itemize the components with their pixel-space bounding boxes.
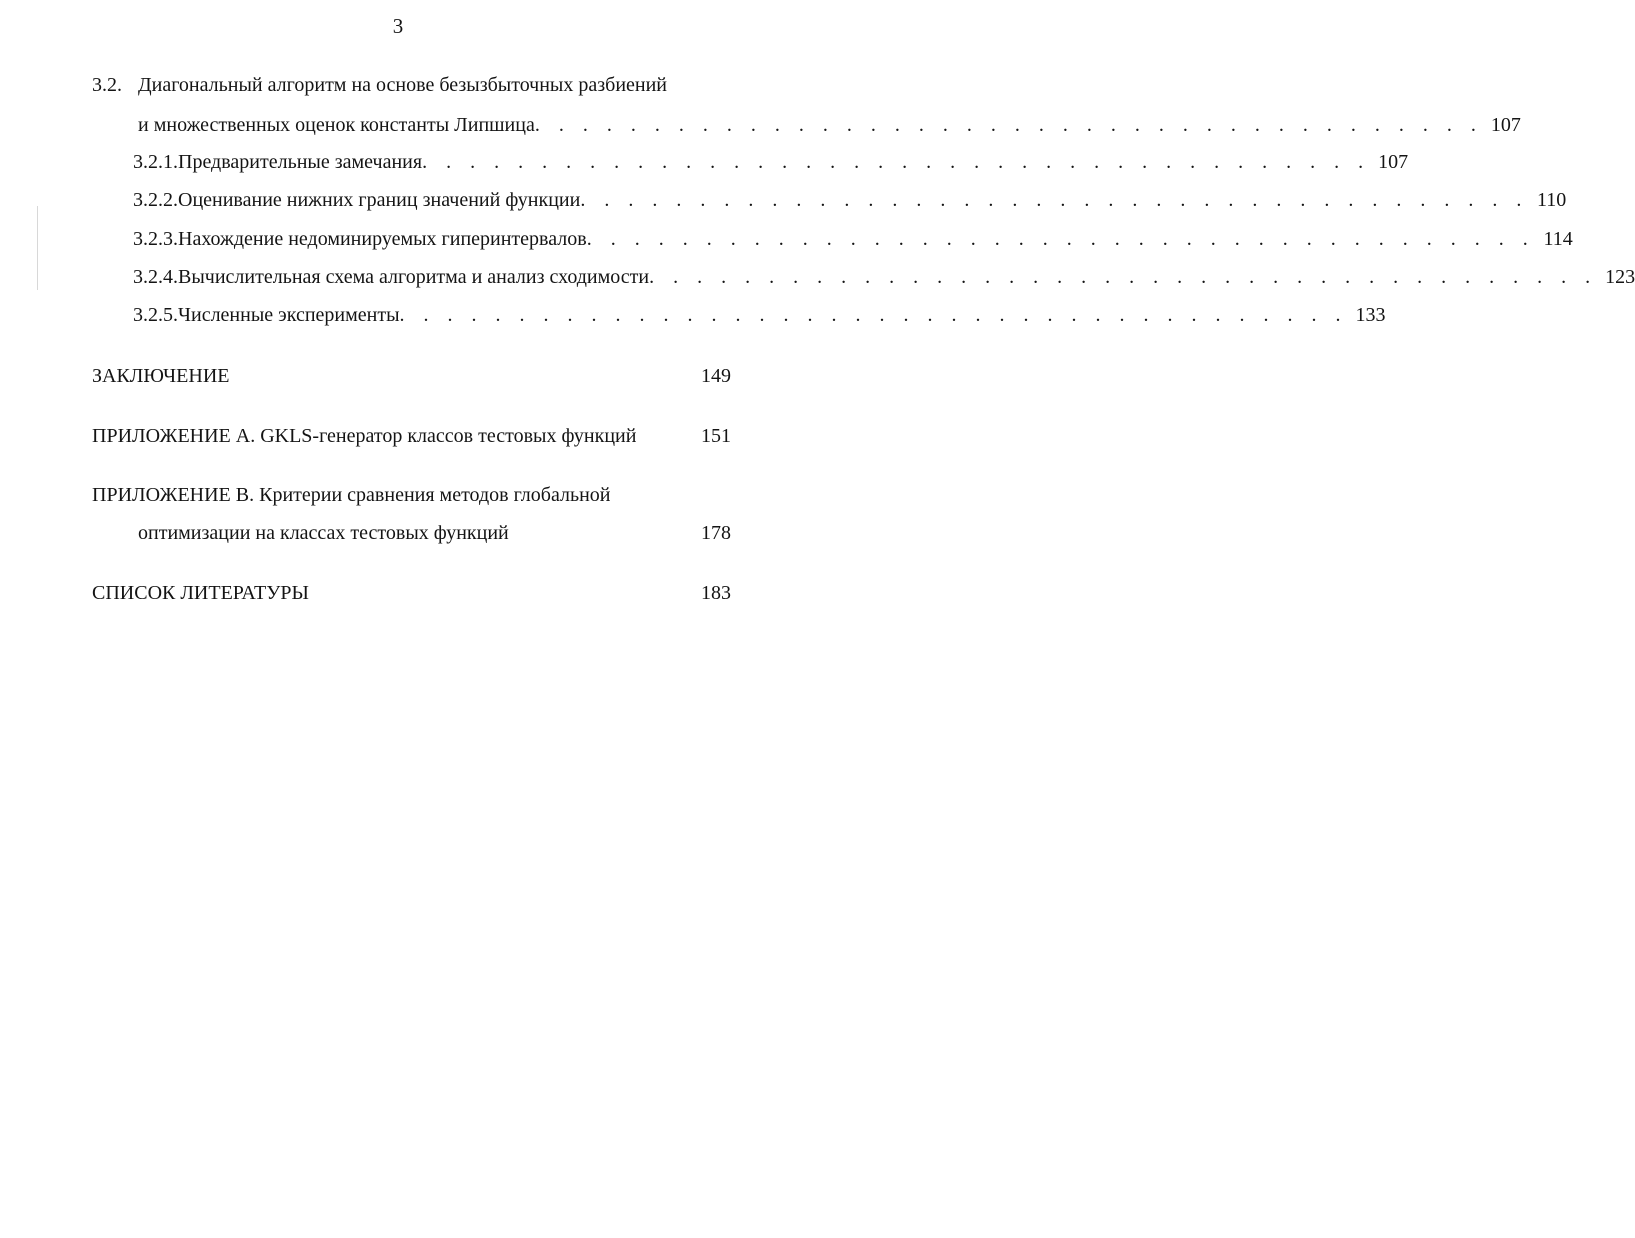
- toc-entry-appendix-b[interactable]: [92, 483, 731, 507]
- leader-dots: . . . . . . . . . . . . . . . . . . . . . . . . . . . . . . . . . . . . . . . .: [586, 228, 1535, 250]
- toc-entry-page: 107: [1490, 114, 1521, 136]
- leader-dots: . . . . . . . . . . . . . . . . . . . . . . . . . . . . . . . . . . . . . . . .: [649, 266, 1598, 288]
- toc-entry-page: 107: [1378, 151, 1409, 173]
- toc-entry-number: 3.2.4.: [133, 266, 178, 288]
- toc-entry-page: 110: [1537, 189, 1567, 211]
- toc-entry-conclusion[interactable]: [92, 364, 731, 388]
- toc-entry-page: 149: [701, 365, 731, 387]
- toc-entry-title: Численные эксперименты: [178, 304, 400, 326]
- toc-entry-3-2-2[interactable]: [133, 188, 1567, 212]
- toc-entry-number: 3.2.5.: [133, 304, 178, 326]
- toc-entry-page: 183: [701, 582, 731, 604]
- toc-entry-title: и множественных оценок константы Липшица: [138, 114, 535, 136]
- toc-entry-page: 123: [1605, 266, 1635, 288]
- leader-dots: . . . . . . . . . . . . . . . . . . . . . . . . . . . . . . . . . . . . . . . .: [422, 151, 1371, 173]
- toc-entry-title: оптимизации на классах тестовых функций: [138, 522, 509, 544]
- toc-entry-page: 178: [701, 522, 731, 544]
- toc-entry-title: Диагональный алгоритм на основе безызбыточных разбиений: [138, 74, 668, 96]
- toc-entry-number: 3.2.1.: [133, 151, 178, 173]
- toc-entry-title: ПРИЛОЖЕНИЕ А. GKLS-генератор классов тестовых функций: [92, 425, 637, 447]
- leader-dots: . . . . . . . . . . . . . . . . . . . . . . . . . . . . . . . . . . . . . . . .: [399, 304, 1348, 326]
- page-number: 3: [392, 14, 404, 38]
- toc-entry-page: 114: [1543, 228, 1573, 250]
- toc-entry-number: 3.2.3.: [133, 228, 178, 250]
- toc-entry-title: Вычислительная схема алгоритма и анализ сходимости: [178, 266, 650, 288]
- toc-entry-title: ЗАКЛЮЧЕНИЕ: [92, 365, 230, 387]
- toc-entry-3-2-3[interactable]: [133, 227, 1573, 251]
- toc-entry-number: 3.2.: [92, 74, 122, 96]
- toc-entry-appendix-a[interactable]: [92, 424, 731, 448]
- toc-entry-title: Оценивание нижних границ значений функции: [178, 189, 581, 211]
- toc-entry-references[interactable]: [92, 581, 731, 605]
- toc-entry-3-2-4[interactable]: [133, 265, 1635, 289]
- scan-margin-line: [37, 206, 38, 290]
- toc-entry-title: Предварительные замечания: [178, 151, 423, 173]
- toc-entry-number: 3.2.2.: [133, 189, 178, 211]
- toc-entry-title: СПИСОК ЛИТЕРАТУРЫ: [92, 582, 309, 604]
- leader-dots: . . . . . . . . . . . . . . . . . . . . . . . . . . . . . . . . . . . . . . . .: [534, 114, 1483, 136]
- toc-entry-3-2-5[interactable]: [133, 303, 1386, 327]
- toc-entry-3-2[interactable]: [92, 73, 732, 97]
- toc-entry-3-2-1[interactable]: [133, 150, 1409, 174]
- toc-entry-appendix-b-continued[interactable]: [138, 521, 731, 545]
- toc-entry-3-2-continued[interactable]: [138, 113, 1521, 137]
- toc-entry-page: 151: [701, 425, 731, 447]
- toc-entry-title: ПРИЛОЖЕНИЕ В. Критерии сравнения методов глобальной: [92, 484, 611, 506]
- toc-entry-page: 133: [1355, 304, 1386, 326]
- toc-entry-title: Нахождение недоминируемых гиперинтервалов: [178, 228, 587, 250]
- leader-dots: . . . . . . . . . . . . . . . . . . . . . . . . . . . . . . . . . . . . . . . .: [580, 189, 1529, 211]
